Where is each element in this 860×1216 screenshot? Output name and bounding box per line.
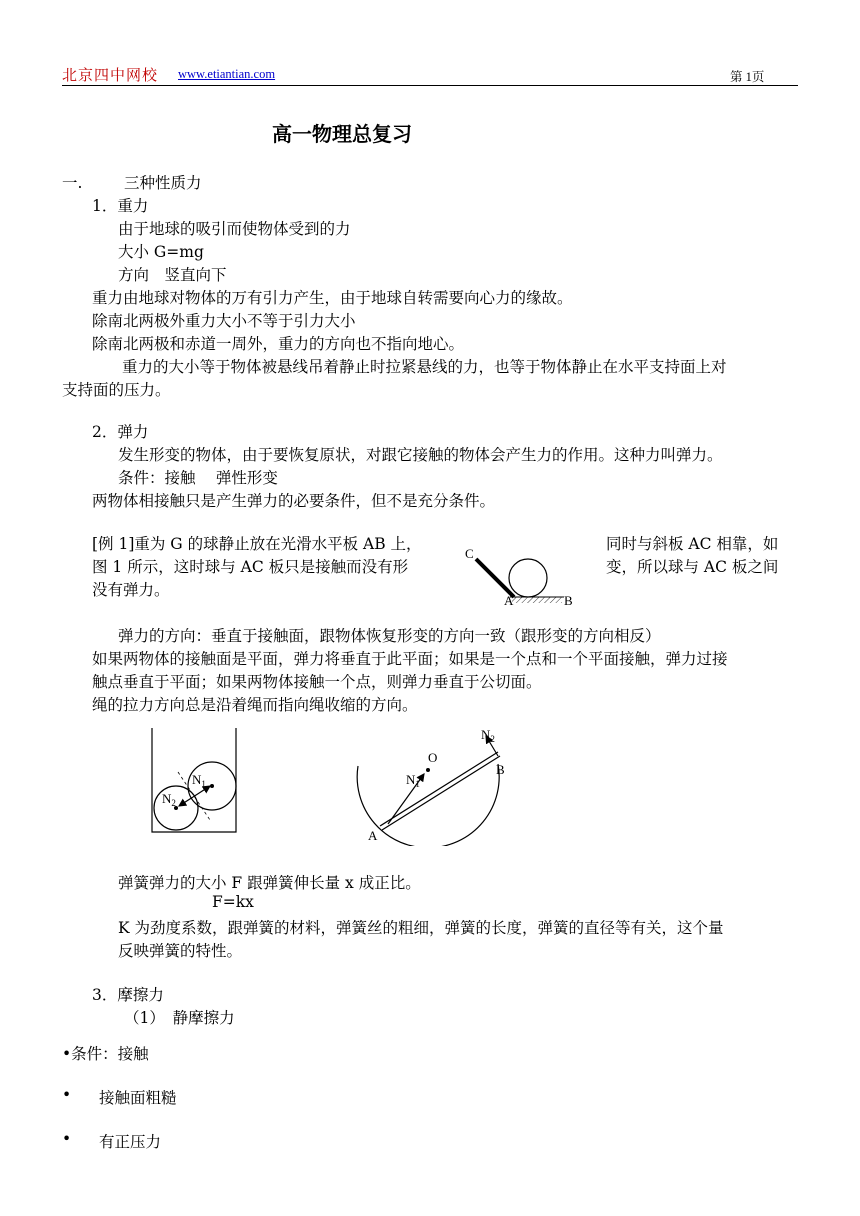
bullet-rough-surface: 接触面粗糙 <box>99 1089 177 1107</box>
bullet-marker: • <box>62 1086 72 1104</box>
rope-tension-note: 绳的拉力方向总是沿着绳而指向绳收缩的方向。 <box>92 696 418 714</box>
label-n1: $N_1$ <box>406 772 420 789</box>
rod-line-1 <box>380 752 498 826</box>
gravity-direction: 方向 竖直向下 <box>118 266 227 284</box>
elastic-direction-note-line-2: 触点垂直于平面；如果两物体接触一个点，则弹力垂直于公切面。 <box>92 673 542 691</box>
example-1-line-1-right: 同时与斜板 AC 相靠，如 <box>606 535 779 553</box>
elastic-heading: 2．弹力 <box>92 423 149 441</box>
rod-line-2 <box>382 756 500 830</box>
elastic-condition: 条件：接触 弹性形变 <box>118 469 278 487</box>
label-n2: $N_2$ <box>162 791 176 808</box>
bowl-center-o <box>426 768 430 772</box>
bullet-marker: • <box>62 1130 72 1148</box>
gravity-size: 大小 G=mg <box>118 243 204 261</box>
elastic-definition: 发生形变的物体，由于要恢复原状，对跟它接触的物体会产生力的作用。这种力叫弹力。 <box>118 446 723 464</box>
gravity-note-2: 除南北两极外重力大小不等于引力大小 <box>92 312 356 330</box>
section-heading: 三种性质力 <box>124 174 202 192</box>
spring-constant-line-1: K 为劲度系数，跟弹簧的材料，弹簧丝的粗细，弹簧的长度，弹簧的直径等有关，这个量 <box>118 919 724 937</box>
header-divider <box>62 85 798 86</box>
label-b: B <box>564 593 573 608</box>
ground-hatch <box>512 597 562 603</box>
spring-constant-line-2: 反映弹簧的特性。 <box>118 942 243 960</box>
header-school-name: 北京四中网校 <box>62 66 159 84</box>
example-1-line-1-left: [例 1]重为 G 的球静止放在光滑水平板 AB 上， <box>92 535 422 553</box>
label-o: O <box>428 750 438 765</box>
figure-3-rod-in-bowl <box>350 722 530 846</box>
spring-proportionality: 弹簧弹力的大小 F 跟弹簧伸长量 x 成正比。 <box>118 874 421 892</box>
page-title: 高一物理总复习 <box>272 122 412 146</box>
hooke-formula: F=kx <box>212 893 254 911</box>
bullet-condition-contact: •条件：接触 <box>62 1045 149 1063</box>
gravity-note-4-line-2: 支持面的压力。 <box>62 381 171 399</box>
incline-ac <box>476 559 514 597</box>
gravity-definition: 由于地球的吸引而使物体受到的力 <box>118 220 351 238</box>
elastic-direction-note-line-1: 如果两物体的接触面是平面，弹力将垂直于此平面；如果是一个点和一个平面接触，弹力过接 <box>92 650 728 668</box>
static-friction-heading: （1） 静摩擦力 <box>124 1009 235 1027</box>
gravity-note-4-line-1: 重力的大小等于物体被悬线吊着静止时拉紧悬线的力，也等于物体静止在水平支持面上对 <box>122 358 727 376</box>
bullet-normal-pressure: 有正压力 <box>99 1133 162 1151</box>
example-1-line-3: 没有弹力。 <box>92 581 170 599</box>
example-1-line-2-right: 变，所以球与 AC 板之间 <box>606 558 779 576</box>
figure-1-ball-on-plate <box>460 540 600 612</box>
header-page-number: 第 1页 <box>730 70 765 84</box>
example-1-line-2-left: 图 1 所示，这时球与 AC 板只是接触而没有形 <box>92 558 409 576</box>
friction-heading: 3．摩擦力 <box>92 986 164 1004</box>
header-url-link[interactable]: www.etiantian.com <box>178 67 276 81</box>
section-number: 一. <box>62 174 83 192</box>
force-n2-arrow <box>179 797 193 806</box>
figure-2-balls-in-container <box>140 720 250 840</box>
bowl-arc <box>357 764 499 846</box>
ball <box>509 559 547 597</box>
label-n1: $N_1$ <box>192 772 206 789</box>
elastic-note: 两物体相接触只是产生弹力的必要条件，但不是充分条件。 <box>92 492 496 510</box>
label-a: A <box>368 828 378 843</box>
gravity-note-3: 除南北两极和赤道一周外，重力的方向也不指向地心。 <box>92 335 465 353</box>
label-b: B <box>496 762 505 777</box>
label-a: A <box>504 593 514 608</box>
gravity-note-1: 重力由地球对物体的万有引力产生，由于地球自转需要向心力的缘故。 <box>92 289 573 307</box>
label-c: C <box>465 546 474 561</box>
label-n2: $N_2$ <box>481 727 495 744</box>
gravity-heading: 1．重力 <box>92 197 149 215</box>
elastic-direction: 弹力的方向：垂直于接触面，跟物体恢复形变的方向一致（跟形变的方向相反） <box>118 627 661 645</box>
upper-ball-center <box>210 784 214 788</box>
